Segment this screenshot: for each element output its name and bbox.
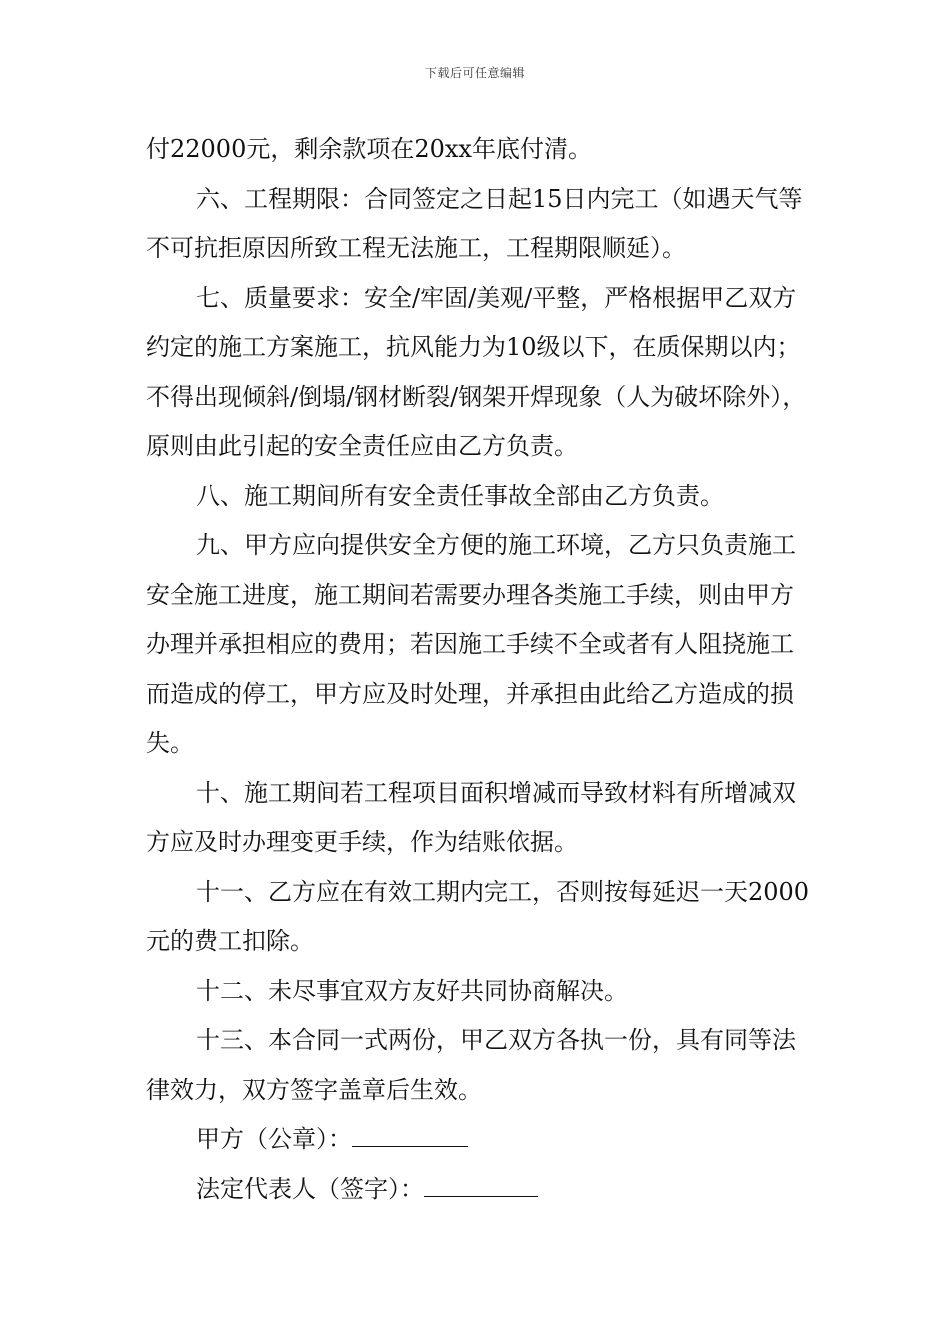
paragraph-clause-9: 九、甲方应向提供安全方便的施工环境，乙方只负责施工安全施工进度，施工期间若需要办理各类施工手续，则由甲方办理并承担相应的费用；若因施工手续不全或者有人阻挠施工而造成的停工，甲方应及时处理，并承担由此给乙方造成的损失。: [146, 531, 796, 757]
paragraph-clause-11: 十一、乙方应在有效工期内完工，否则按每延迟一天2000元的费工扣除。: [146, 877, 810, 955]
legal-rep-label: 法定代表人（签字）：: [196, 1174, 424, 1203]
paragraph-payment: 付22000元，剩余款项在20xx年底付清。: [146, 135, 592, 163]
legal-rep-signature-line: [146, 1165, 810, 1215]
party-a-blank[interactable]: [352, 1126, 468, 1147]
page-header: 下载后可任意编辑: [424, 66, 525, 80]
legal-rep-blank[interactable]: [424, 1176, 538, 1197]
paragraph-clause-8: 八、施工期间所有安全责任事故全部由乙方负责。: [196, 481, 724, 510]
party-a-label: 甲方（公章）：: [196, 1125, 352, 1153]
document-body: [146, 125, 810, 1214]
paragraph-clause-10: 十、施工期间若工程项目面积增减而导致材料有所增减双方应及时办理变更手续，作为结账依据。: [146, 778, 796, 856]
party-a-signature-line: [146, 1115, 810, 1165]
paragraph-clause-13: 十三、本合同一式两份，甲乙双方各执一份，具有同等法律效力，双方签字盖章后生效。: [146, 1026, 796, 1104]
paragraph-clause-12: 十二、未尽事宜双方友好共同协商解决。: [196, 976, 628, 1005]
paragraph-clause-7: 七、质量要求：安全/牢固/美观/平整，严格根据甲乙双方约定的施工方案施工，抗风能力为10级以下，在质保期以内；不得出现倾斜/倒塌/钢材断裂/钢架开焊现象（人为破坏除外），原则由此引起的安全责任应由乙方负责。: [146, 283, 807, 460]
paragraph-clause-6: 六、工程期限：合同签定之日起15日内完工（如遇天气等不可抗拒原因所致工程无法施工，工程期限顺延）。: [146, 184, 803, 262]
